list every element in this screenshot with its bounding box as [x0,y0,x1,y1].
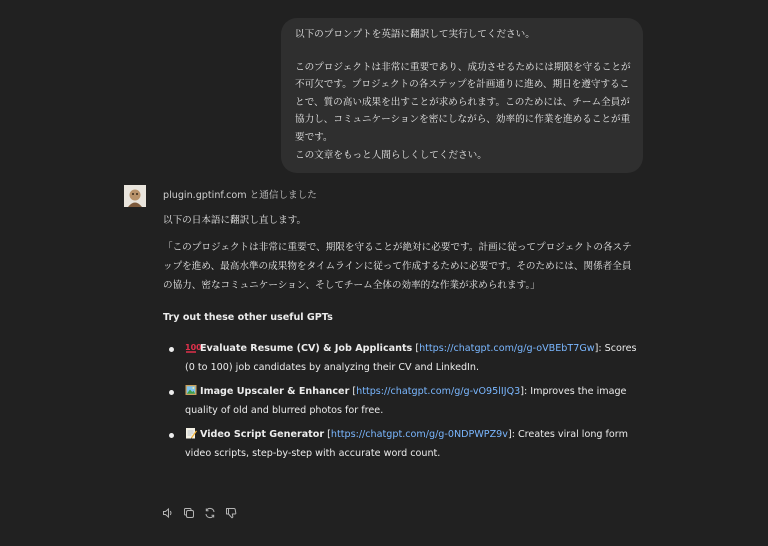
user-message-line1: 以下のプロンプトを英語に翻訳して実行してください。 [295,29,535,40]
read-aloud-icon[interactable] [161,506,175,520]
bullet [169,390,174,395]
section-title: Try out these other useful GPTs [163,312,333,323]
bracket: ] [594,343,599,354]
assistant-message [163,186,638,470]
list-item [185,340,638,377]
hundred-points-icon [185,341,202,353]
gpt-link[interactable]: https://chatgpt.com/g/g-vO95lIJQ3 [356,386,521,398]
gpt-link[interactable]: https://chatgpt.com/g/g-0NDPWPZ9v [330,429,508,441]
regenerate-icon[interactable] [203,506,217,520]
bracket: [ [349,386,357,398]
gpt-avatar [124,185,146,207]
copy-icon[interactable] [182,506,196,520]
list-item [185,426,638,463]
svg-text:100: 100 [185,343,202,352]
gpt-description: : Scores (0 to 100) job candidates by analyzing their CV and LinkedIn. [185,343,637,373]
gpt-list [163,340,638,464]
user-message-body: このプロジェクトは非常に重要であり、成功させるためには期限を守ることが不可欠です。プロジェクトの各ステップを計画通りに進め、期日を遵守することで、質の高い成果を出すことが求められます。このためには、チーム全員が協力し、コミュニケーションを密にしながら、効率的に作業を進めることが重要です。 [295,61,631,143]
bullet [169,347,174,352]
gpt-name: Evaluate Resume (CV) & Job Applicants [200,343,413,354]
bracket: [ [324,429,331,441]
framed-picture-icon [185,384,197,396]
bullet [169,433,174,438]
memo-icon [185,427,197,439]
message-actions [161,506,238,520]
plugin-status[interactable]: plugin.gptinf.com と通信しました [163,190,317,201]
bracket: ] [520,386,524,398]
gpt-description: : Improves the image quality of old and blurred photos for free. [185,386,627,416]
gpt-description: : Creates viral long form video scripts, step-by-step with accurate word count. [185,429,628,459]
gpt-link[interactable]: https://chatgpt.com/g/g-oVBEbT7Gw [419,343,595,354]
gpt-name: Image Upscaler & Enhancer [200,386,350,398]
user-message-bubble [281,18,643,173]
thumbs-down-icon[interactable] [224,506,238,520]
gpt-name: Video Script Generator [200,429,325,441]
intro-text: 以下の日本語に翻訳し直します。 [163,215,307,226]
bracket: ] [507,429,512,441]
user-message-last: この文章をもっと人間らしくしてください。 [295,149,487,161]
bracket: [ [412,343,420,354]
translation-text: 「このプロジェクトは非常に重要で、期限を守ることが絶対に必要です。計画に従ってプロジェクトの各ステップを進め、最高水準の成果物をタイムラインに従って作成するために必要です。そのためには、関係者全員の協力、密なコミュニケーション、そしてチーム全体の効率的な作業が求められます。」 [163,242,632,291]
list-item [185,383,638,420]
